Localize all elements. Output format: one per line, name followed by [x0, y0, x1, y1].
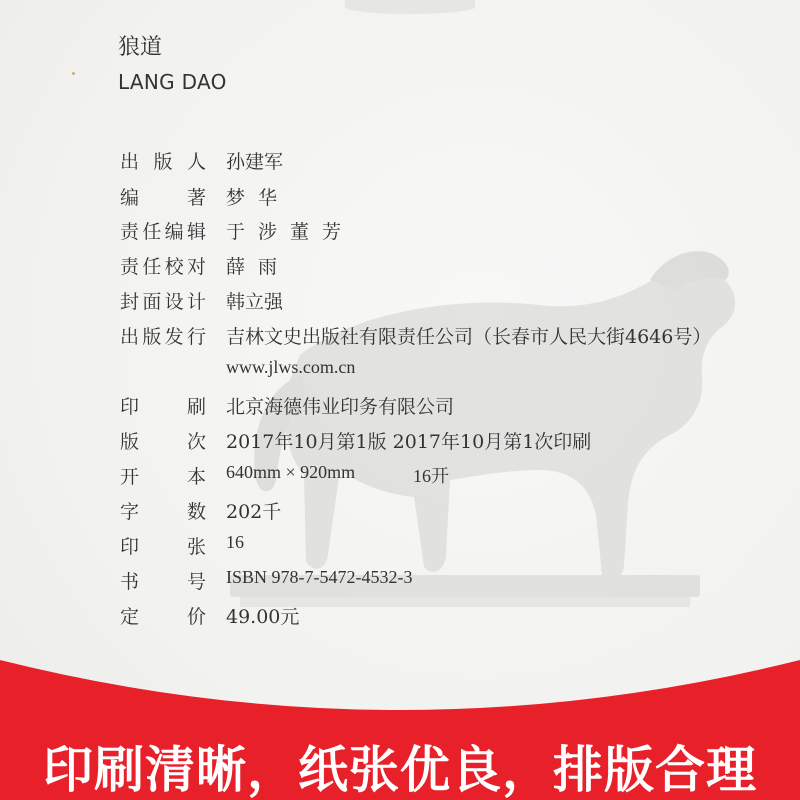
colophon-label [120, 497, 206, 524]
colophon-label-char: 书 [120, 571, 140, 593]
colophon-value: 202千 [226, 501, 282, 523]
colophon-label-char: 张 [186, 536, 206, 558]
colophon-label-char: 版 [142, 326, 162, 348]
colophon-label-char: 编 [120, 187, 140, 209]
colophon-label-char: 发 [164, 326, 184, 348]
colophon-label-char: 校 [164, 256, 184, 278]
colophon-label-char: 本 [186, 466, 206, 488]
colophon-label [120, 252, 206, 279]
colophon-label-char: 责 [120, 256, 140, 278]
colophon-label-char: 对 [186, 256, 206, 278]
colophon-label-char: 刷 [186, 396, 206, 418]
colophon-value: 韩立强 [226, 291, 284, 313]
colophon-label-char: 出 [120, 151, 140, 173]
colophon-label [120, 183, 206, 210]
colophon-label [120, 147, 206, 174]
colophon-label [120, 322, 206, 349]
colophon-label-char: 字 [120, 501, 140, 523]
colophon-label [120, 427, 206, 454]
colophon-label-char: 次 [186, 431, 206, 453]
colophon-value: 薛雨 [226, 256, 291, 278]
colophon-label-char: 印 [120, 536, 140, 558]
colophon-label-char: 辑 [186, 221, 206, 243]
colophon-label [120, 217, 206, 244]
colophon-value: 吉林文史出版社有限责任公司（长春市人民大街4646号） [226, 326, 712, 348]
promo-banner [0, 660, 800, 800]
colophon-label [120, 602, 206, 629]
colophon-label-char: 著 [186, 187, 206, 209]
colophon-label-char: 印 [120, 396, 140, 418]
colophon-label-char: 出 [120, 326, 140, 348]
colophon-value-secondary: 16开 [413, 466, 449, 486]
colophon-label-char: 编 [164, 221, 184, 243]
colophon-label-char: 行 [186, 326, 206, 348]
colophon-label [120, 532, 206, 559]
promo-banner-text: 印刷清晰，纸张优良，排版合理 [43, 741, 757, 799]
colophon-label-char: 任 [142, 221, 162, 243]
colophon-value: 梦华 [226, 187, 291, 209]
colophon-label-char: 人 [186, 151, 206, 173]
colophon-value: 于涉董芳 [226, 221, 355, 243]
colophon-value: 孙建军 [226, 151, 284, 173]
colophon-label [120, 462, 206, 489]
colophon-label [120, 287, 206, 314]
colophon-label-char: 任 [142, 256, 162, 278]
colophon-value: 49.00元 [226, 606, 300, 628]
book-title-english: LANG DAO [118, 70, 227, 94]
colophon-label-char: 版 [120, 431, 140, 453]
colophon-label-char: 封 [120, 291, 140, 313]
colophon-label-char: 设 [164, 291, 184, 313]
colophon-value: 16 [226, 532, 244, 552]
colophon-value: 北京海德伟业印务有限公司 [226, 396, 455, 418]
paper-speck [72, 72, 75, 75]
colophon-label-char: 价 [186, 606, 206, 628]
colophon-label [120, 392, 206, 419]
colophon-value: www.jlws.com.cn [226, 357, 356, 377]
colophon-label-char: 责 [120, 221, 140, 243]
colophon-label [120, 567, 206, 594]
colophon-value: 640mm × 920mm [226, 462, 356, 482]
colophon-label-char: 定 [120, 606, 140, 628]
book-title-chinese: 狼道 [118, 35, 163, 60]
colophon-label-char: 开 [120, 466, 140, 488]
colophon-value: 2017年10月第1版 2017年10月第1次印刷 [226, 431, 592, 453]
colophon-label-char: 版 [153, 151, 173, 173]
colophon-label-char: 面 [142, 291, 162, 313]
colophon-value: ISBN 978-7-5472-4532-3 [226, 567, 413, 587]
colophon-label-char: 计 [186, 291, 206, 313]
colophon-label-char: 数 [186, 501, 206, 523]
top-smudge-decoration [345, 0, 475, 14]
colophon-label-char: 号 [186, 571, 206, 593]
